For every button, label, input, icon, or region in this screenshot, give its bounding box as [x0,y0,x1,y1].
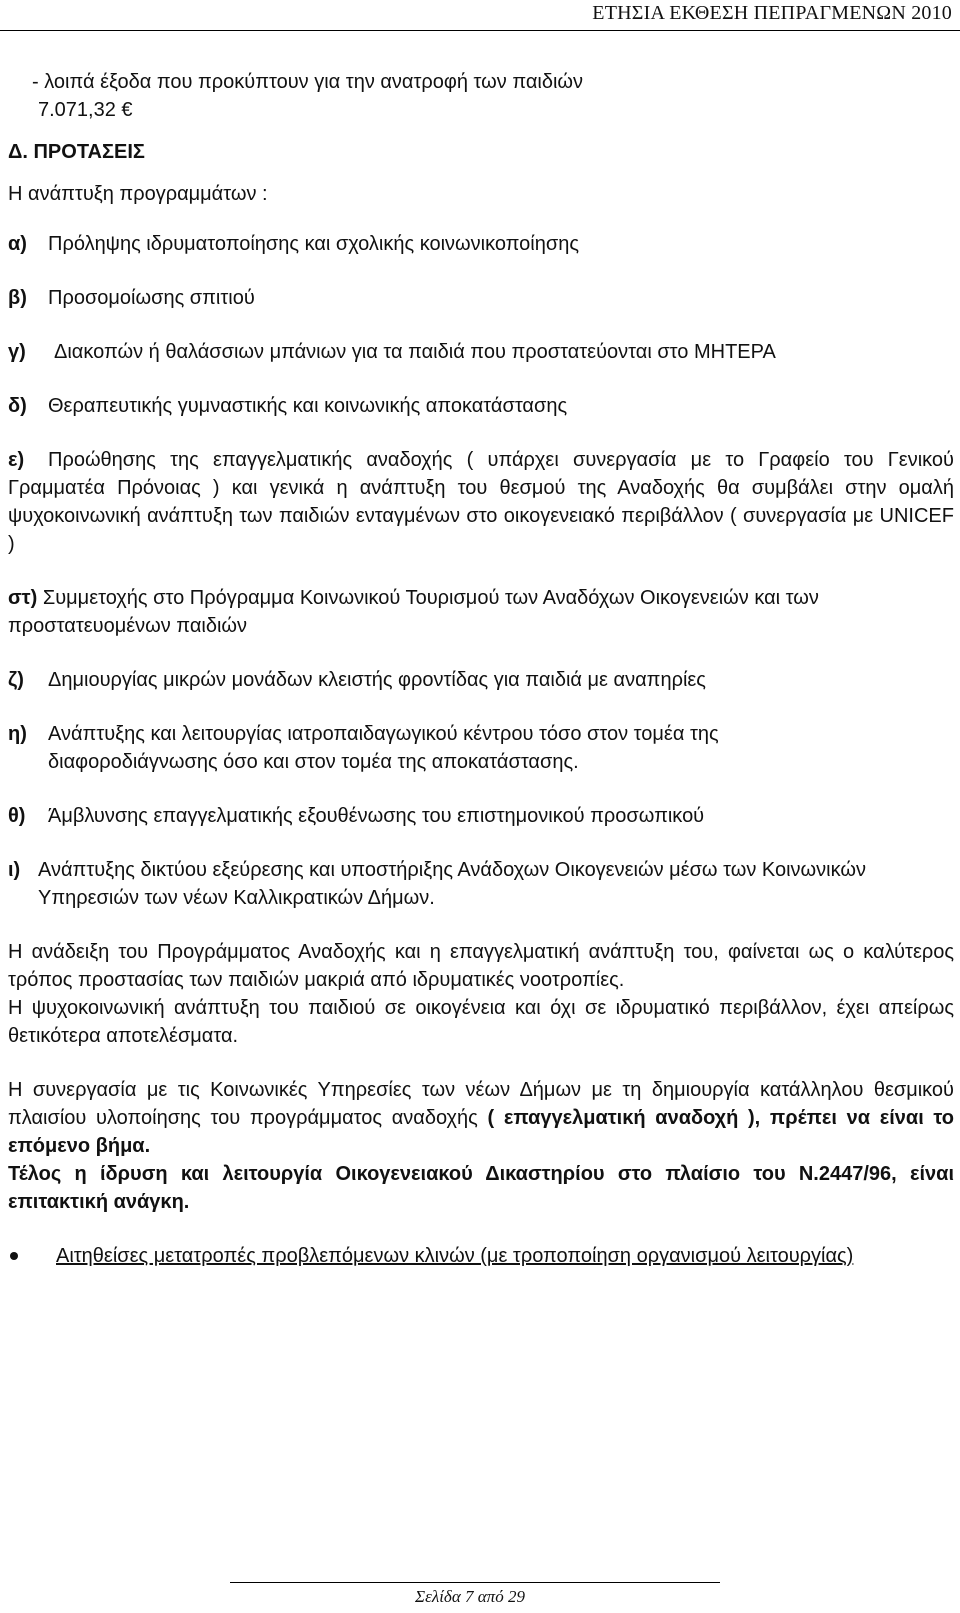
expense-line: - λοιπά έξοδα που προκύπτουν για την ανατροφή των παιδιών [32,71,584,93]
proposal-text: Προσομοίωσης σπιτιού [48,287,255,309]
header-divider [0,30,960,31]
proposal-item-z [8,666,954,694]
paragraph-program-highlight: Η ανάδειξη του Προγράμματος Αναδοχής και η επαγγελματική ανάπτυξη του, φαίνεται ως ο καλύτερος τρόπος προστασίας των παιδιών μακριά από ιδρυματικές νοοτροπίες. [8,941,954,991]
paragraph-cooperation [8,1076,954,1160]
proposal-item-a [8,230,954,258]
proposal-label: ι) [8,859,21,881]
proposal-text: Ανάπτυξης δικτύου εξεύρεσης και υποστήριξης Ανάδοχων Οικογενειών μέσω των Κοινωνικών Υπηρεσιών των νέων Καλλικρατικών Δήμων. [38,859,866,909]
proposal-label: ζ) [8,669,24,691]
proposal-item-c [8,338,954,366]
section-lead: Η ανάπτυξη προγραμμάτων : [8,183,268,205]
proposal-label: β) [8,287,27,309]
paragraph-cooperation-text: Η συνεργασία με τις Κοινωνικές Υπηρεσίες των νέων Δήμων με τη δημιουργία κατάλληλου θεσμικού πλαισίου υλοποίησης του προγράμματος αναδοχής [8,1079,954,1129]
bullet-item [8,1242,954,1270]
paragraph-family-court: Τέλος η ίδρυση και λειτουργία Οικογενειακού Δικαστηρίου στο πλαίσιο του Ν.2447/96, είναι επιτακτική ανάγκη. [8,1163,954,1213]
paragraph-cooperation-emphasis: ( επαγγελματική αναδοχή ), πρέπει να είναι το επόμενο βήμα. [8,1107,955,1157]
proposal-text: Άμβλυνσης επαγγελματικής εξουθένωσης του επιστημονικού προσωπικού [48,805,705,827]
section-heading: Δ. ΠΡΟΤΑΣΕΙΣ [8,141,145,163]
proposal-text: Πρόληψης ιδρυματοποίησης και σχολικής κοινωνικοποίησης [48,233,579,255]
proposal-text: Διακοπών ή θαλάσσιων μπάνιων για τα παιδιά που προστατεύονται στο ΜΗΤΕΡΑ [54,341,776,363]
proposal-item-i [8,720,954,776]
proposal-item-st [8,584,954,640]
proposal-item-iota [8,856,954,912]
proposal-text: Ανάπτυξης και λειτουργίας ιατροπαιδαγωγικού κέντρου τόσο στον τομέα της διαφοροδιάγνωσης όσο και στον τομέα της αποκατάστασης. [48,723,719,773]
page-number: Σελίδα 7 από 29 [415,1587,525,1606]
footer-divider [230,1582,720,1583]
proposal-label: η) [8,723,27,745]
bullet-text: Αιτηθείσες μετατροπές προβλεπόμενων κλινών (με τροποποίηση οργανισμού λειτουργίας) [56,1245,854,1267]
proposal-label: ε) [8,449,25,471]
proposal-label: θ) [8,805,26,827]
proposal-label: στ) [8,587,38,609]
proposal-item-d [8,392,954,420]
proposal-label: γ) [8,341,26,363]
proposal-text: Δημιουργίας μικρών μονάδων κλειστής φροντίδας για παιδιά με αναπηρίες [48,669,706,691]
proposal-item-e [8,446,954,558]
proposal-text: Συμμετοχής στο Πρόγραμμα Κοινωνικού Τουρισμού των Αναδόχων Οικογενειών και των προστατευομένων παιδιών [8,587,819,637]
document-header-title: ΕΤΗΣΙΑ ΕΚΘΕΣΗ ΠΕΠΡΑΓΜΕΝΩΝ 2010 [592,2,952,24]
proposal-item-th [8,802,954,830]
proposal-label: α) [8,233,27,255]
proposal-item-b [8,284,954,312]
expense-amount: 7.071,32 € [38,99,133,121]
document-body [8,68,954,1270]
proposal-label: δ) [8,395,27,417]
proposal-text: Θεραπευτικής γυμναστικής και κοινωνικής αποκατάστασης [48,395,568,417]
bullet-dot-icon [10,1252,18,1260]
paragraph-psychosocial: Η ψυχοκοινωνική ανάπτυξη του παιδιού σε οικογένεια και όχι σε ιδρυματικό περιβάλλον, έχει απείρως θετικότερα αποτελέσματα. [8,997,954,1047]
proposal-text: Προώθησης της επαγγελματικής αναδοχής ( υπάρχει συνεργασία με το Γραφείο του Γενικού Γραμματέα Πρόνοιας ) και γενικά η ανάπτυξη του θεσμού της Αναδοχής θα συμβάλει στην ομαλή ψυχοκοινωνική ανάπτυξη των παιδιών ενταγμένων στο οικογενειακό περιβάλλον ( συνεργασία με UNICEF ) [8,449,954,555]
